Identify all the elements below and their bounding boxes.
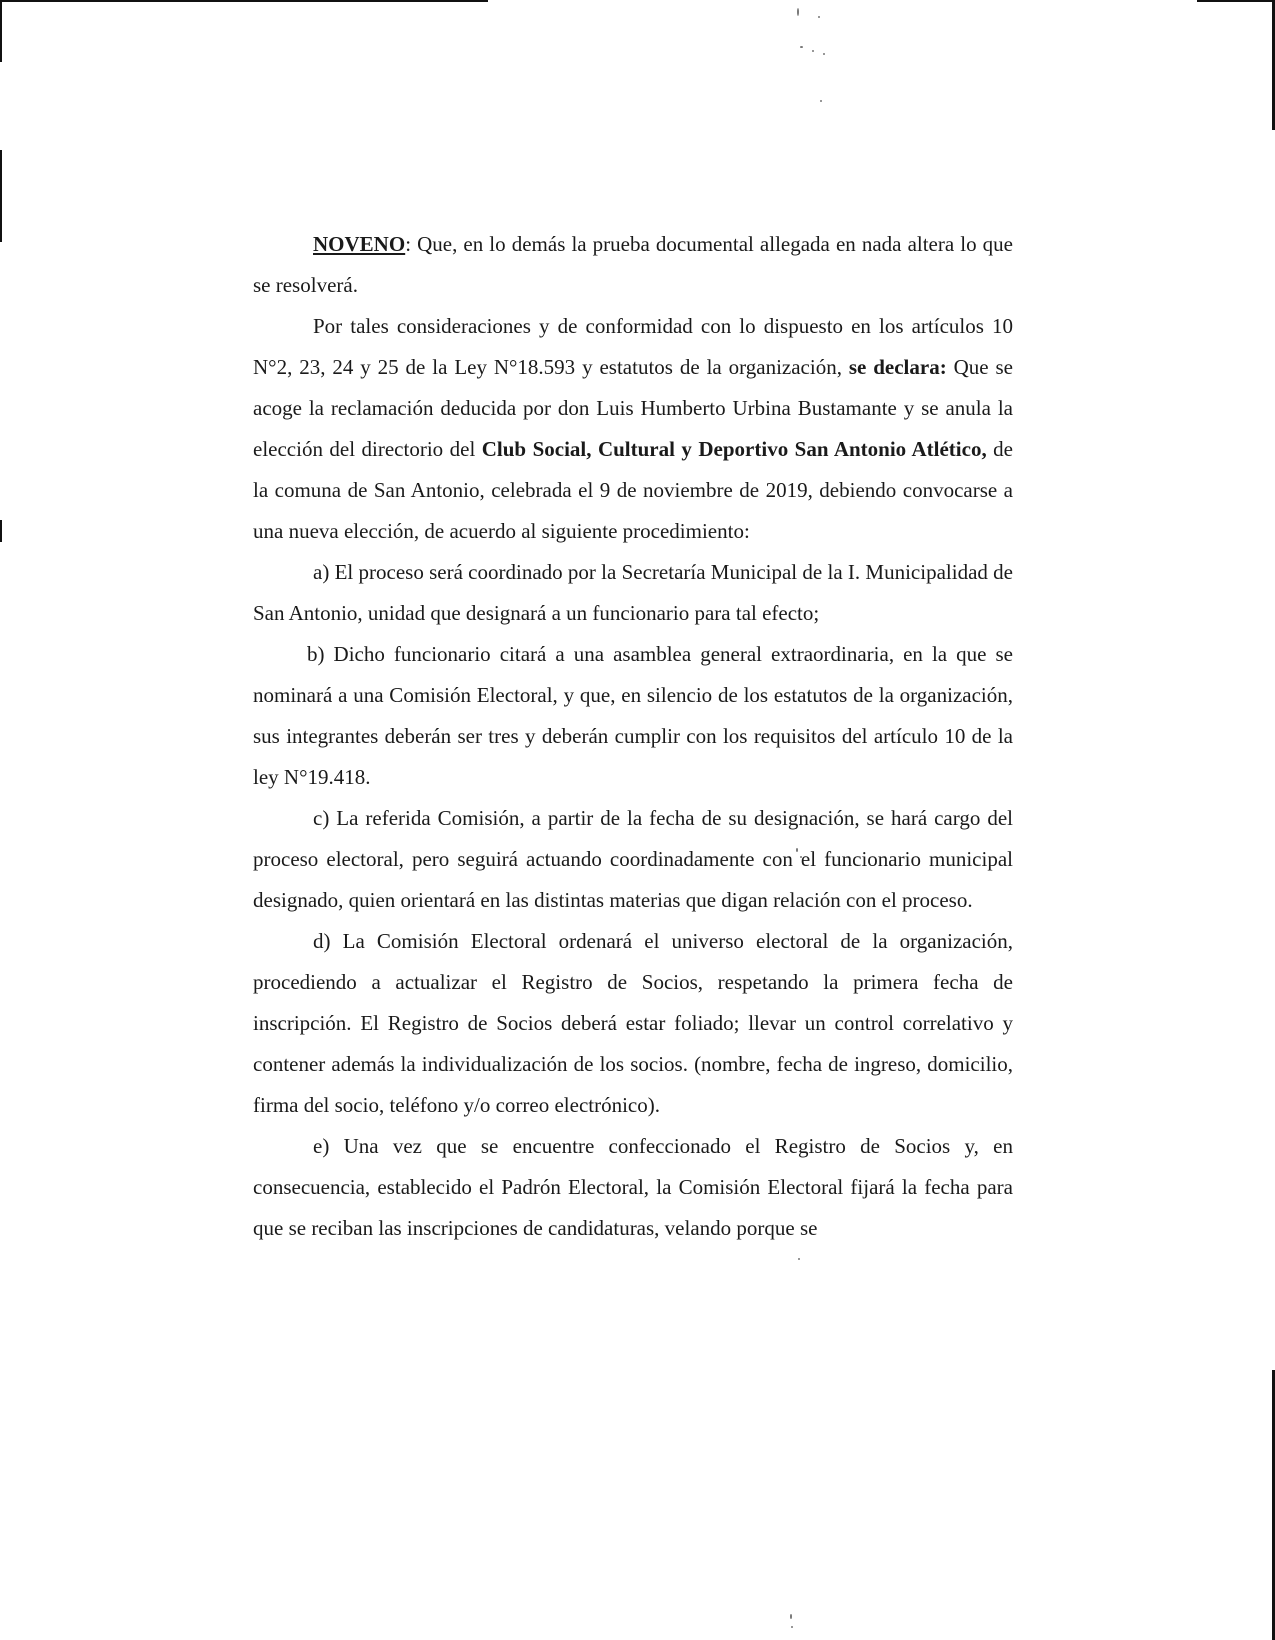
procedure-item-a: a) El proceso será coordinado por la Secretaría Municipal de la I. Municipalidad de San Antonio, unidad que designará a un funcionario para tal efecto; bbox=[253, 560, 1013, 625]
scan-speck bbox=[790, 1614, 792, 1619]
procedure-item-d: d) La Comisión Electoral ordenará el universo electoral de la organización, procediendo a actualizar el Registro de Socios, respetando la primera fecha de inscripción. El Registro de Socios deberá estar foliado; llevar un control correlativo y contener además la individualización de los socios. (nombre, fecha de ingreso, domicilio, firma del socio, teléfono y/o correo electrónico). bbox=[253, 929, 1013, 1117]
document-body bbox=[253, 224, 1013, 1249]
scan-border-top-right bbox=[1197, 0, 1275, 2]
scan-speck bbox=[823, 53, 825, 55]
paragraph-text: Que se acoge la reclamación deducida por don Luis Humberto Urbina Bustamante y se anula la elección del directorio del bbox=[253, 355, 1013, 461]
paragraph-text: : Que, en lo demás la prueba documental allegada en nada altera lo que se resolverá. bbox=[253, 232, 1013, 297]
scan-border-top bbox=[0, 0, 488, 2]
scan-border-left bbox=[0, 150, 2, 242]
procedure-item-b: b) Dicho funcionario citará a una asamblea general extraordinaria, en la que se nominará a una Comisión Electoral, y que, en silencio de los estatutos de la organización, sus integrantes deberán ser tres y deberán cumplir con los requisitos del artículo 10 de la ley N°19.418. bbox=[253, 642, 1013, 789]
procedure-item-e: e) Una vez que se encuentre confeccionado el Registro de Socios y, en consecuencia, establecido el Padrón Electoral, la Comisión Electoral fijará la fecha para que se reciban las inscripciones de candidaturas, velando porque se bbox=[253, 1134, 1013, 1240]
scan-speck bbox=[800, 46, 803, 48]
paragraph-resolution bbox=[253, 306, 1013, 552]
scan-border-left bbox=[0, 0, 2, 62]
scan-speck bbox=[797, 8, 799, 16]
scan-speck bbox=[791, 1626, 793, 1628]
scan-border-left bbox=[0, 520, 2, 542]
scan-speck bbox=[820, 100, 822, 102]
scan-speck bbox=[812, 50, 814, 52]
paragraph-text: de la comuna de San Antonio, celebrada el 9 de noviembre de 2019, debiendo convocarse a una nueva elección, de acuerdo al siguiente procedimiento: bbox=[253, 437, 1013, 543]
paragraph-text: Por tales consideraciones y de conformidad con lo dispuesto en los artículos 10 N°2, 23, 24 y 25 de la Ley N°18.593 y estatutos de la organización, bbox=[253, 314, 1013, 379]
scan-speck bbox=[798, 1258, 800, 1260]
section-heading-noveno: NOVENO bbox=[313, 232, 406, 256]
declaration-phrase: se declara: bbox=[848, 355, 947, 379]
paragraph-noveno bbox=[253, 224, 1013, 306]
organization-name: Club Social, Cultural y Deportivo San Antonio Atlético, bbox=[481, 437, 987, 461]
procedure-item-c: c) La referida Comisión, a partir de la fecha de su designación, se hará cargo del proceso electoral, pero seguirá actuando coordinadamente con el funcionario municipal designado, quien orientará en las distintas materias que digan relación con el proceso. bbox=[253, 806, 1013, 912]
scan-speck bbox=[818, 16, 820, 18]
